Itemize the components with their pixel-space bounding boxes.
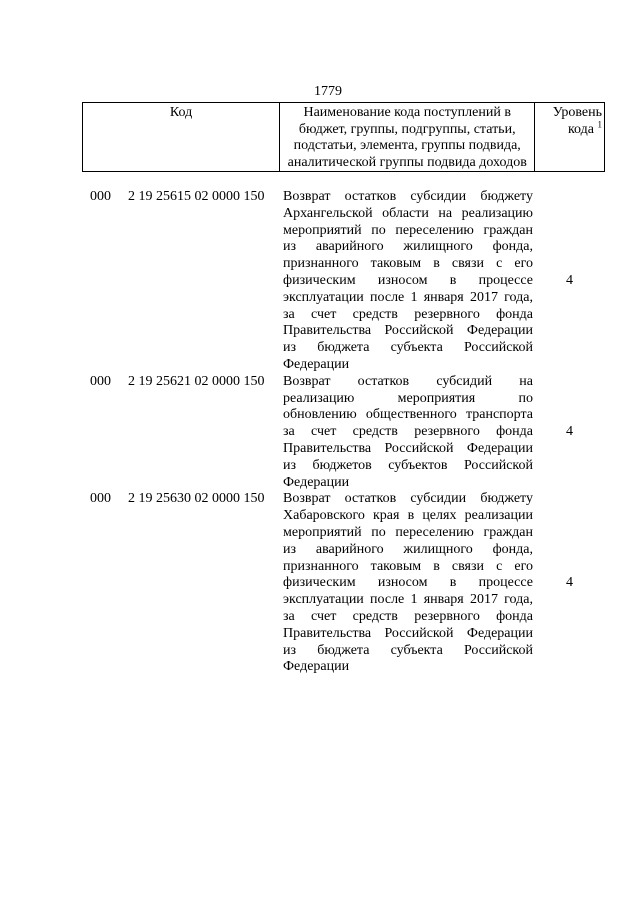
revenue-name-line: эксплуатации после 1 января 2017 года, [283, 289, 533, 305]
header-row [83, 103, 605, 172]
revenue-name-line: обновлению общественного транспорта [283, 407, 533, 423]
revenue-name-line: из аварийного жилищного фонда, [283, 541, 533, 557]
table-row [90, 374, 590, 492]
revenue-name-line: из бюджета субъекта Российской [283, 642, 533, 658]
revenue-name-line: мероприятий по переселению граждан [283, 524, 533, 540]
revenue-name [283, 374, 533, 492]
revenue-name-line: Правительства Российской Федерации [283, 323, 533, 339]
header-level-label: кода [567, 121, 594, 137]
header-name-cell [280, 103, 535, 172]
revenue-name-line: признанного таковым в связи с его [283, 256, 533, 272]
header-name-line: бюджет, группы, подгруппы, статьи, [298, 121, 516, 137]
revenue-name-line: физическим износом в процессе [283, 272, 533, 288]
revenue-name-line: за счет средств резервного фонда [283, 306, 533, 322]
revenue-name-line: Правительства Российской Федерации [283, 625, 533, 641]
header-name-line: Наименование кода поступлений в [303, 105, 511, 120]
admin-code: 000 [90, 373, 111, 389]
header-code-cell [83, 103, 280, 172]
revenue-name-line: из бюджета субъекта Российской [283, 340, 533, 356]
header-table [82, 102, 605, 172]
page-number: 1779 [314, 84, 342, 99]
code-level: 4 [566, 273, 573, 288]
footnote-marker: 1 [597, 118, 602, 129]
admin-code: 000 [90, 189, 111, 204]
revenue-name-line: из бюджетов субъектов Российской [283, 457, 533, 473]
revenue-name-line: физическим износом в процессе [283, 575, 533, 591]
table-row [90, 491, 590, 676]
revenue-name-line: Федерации [283, 659, 350, 675]
revenue-code: 2 19 25630 02 0000 150 [128, 491, 265, 507]
admin-code: 000 [90, 491, 111, 507]
code-level: 4 [566, 424, 573, 440]
code-level: 4 [566, 575, 573, 591]
revenue-name-line: Архангельской области на реализацию [283, 205, 533, 221]
revenue-name-line: признанного таковым в связи с его [283, 558, 533, 574]
revenue-name [283, 189, 533, 374]
revenue-name-line: из аварийного жилищного фонда, [283, 239, 533, 255]
revenue-name-line: за счет средств резервного фонда [283, 608, 533, 624]
revenue-name-line: мероприятий по переселению граждан [283, 222, 533, 238]
header-name-line: аналитической группы подвида доходов [287, 154, 527, 170]
revenue-code: 2 19 25615 02 0000 150 [128, 189, 265, 204]
revenue-name-line: реализацию мероприятия по [283, 390, 533, 406]
header-name-line: подстатьи, элемента, группы подвида, [293, 138, 521, 153]
header-level-line1: Уровень [552, 105, 602, 120]
revenue-name [283, 491, 533, 676]
header-level-cell [535, 103, 605, 172]
code-rows [90, 189, 590, 676]
header-level-line2 [537, 118, 602, 139]
revenue-name-line: Правительства Российской Федерации [283, 440, 533, 456]
revenue-name-line: Федерации [283, 356, 350, 372]
revenue-name-line: Возврат остатков субсидий на [283, 373, 533, 389]
revenue-name-line: Федерации [283, 474, 350, 490]
revenue-name-line: эксплуатации после 1 января 2017 года, [283, 592, 533, 608]
revenue-name-line: Возврат остатков субсидии бюджету [283, 189, 533, 204]
revenue-name-line: Хабаровского края в целях реализации [283, 508, 533, 524]
revenue-name-line: Возврат остатков субсидии бюджету [283, 491, 533, 507]
revenue-name-line: за счет средств резервного фонда [283, 424, 533, 440]
header-code-label: Код [169, 105, 193, 120]
table-row [90, 189, 590, 374]
revenue-code: 2 19 25621 02 0000 150 [128, 373, 265, 389]
